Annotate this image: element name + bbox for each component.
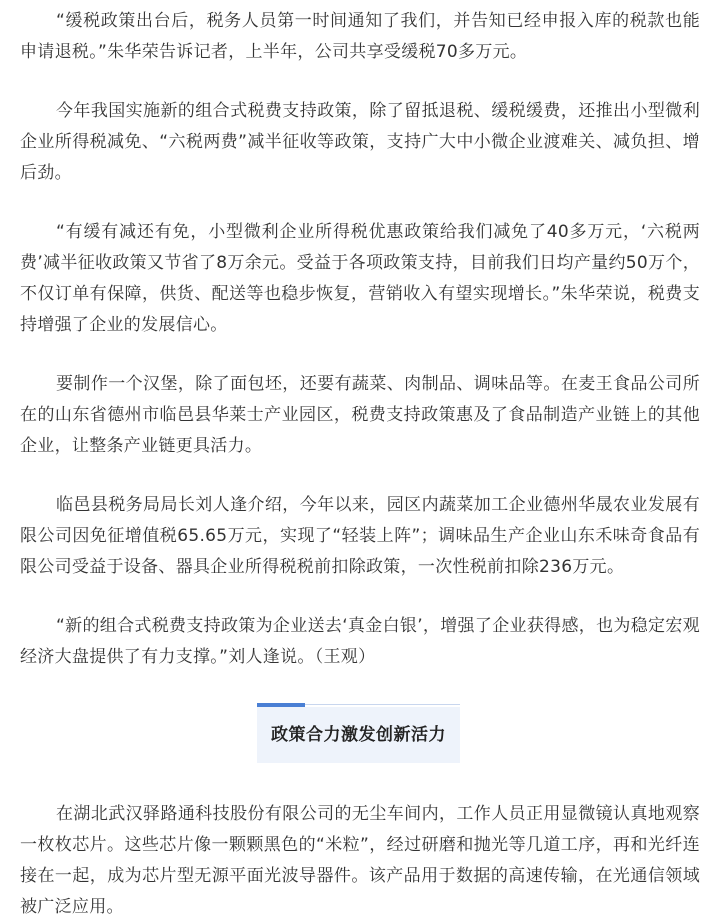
section-heading-rule — [305, 704, 460, 705]
article-body — [20, 6, 700, 923]
paragraph: 临邑县税务局局长刘人逢介绍，今年以来，园区内蔬菜加工企业德州华晟农业发展有限公司因免征增值税65.65万元，实现了“轻装上阵”；调味品生产企业山东禾味奇食品有限公司受益于设备、器具企业所得税税前扣除政策，一次性税前扣除236万元。 — [20, 495, 700, 577]
paragraph: “缓税政策出台后，税务人员第一时间通知了我们，并告知已经申报入库的税款也能申请退税。”朱华荣告诉记者，上半年，公司共享受缓税70多万元。 — [20, 11, 700, 62]
section-heading — [20, 703, 700, 767]
paragraph: “有缓有减还有免，小型微利企业所得税优惠政策给我们减免了40多万元，‘六税两费’减半征收政策又节省了8万余元。受益于各项政策支持，目前我们日均产量约50万个，不仅订单有保障，供货、配送等也稳步恢复，营销收入有望实现增长。”朱华荣说，税费支持增强了企业的发展信心。 — [20, 222, 700, 335]
paragraph: 要制作一个汉堡，除了面包坯，还要有蔬菜、肉制品、调味品等。在麦王食品公司所在的山东省德州市临邑县华莱士产业园区，税费支持政策惠及了食品制造产业链上的其他企业，让整条产业链更具活力。 — [20, 374, 700, 456]
paragraph: “新的组合式税费支持政策为企业送去‘真金白银’，增强了企业获得感，也为稳定宏观经济大盘提供了有力支撑。”刘人逢说。（王观） — [20, 616, 700, 667]
paragraph: 今年我国实施新的组合式税费支持政策，除了留抵退税、缓税缓费，还推出小型微利企业所得税减免、“六税两费”减半征收等政策，支持广大中小微企业渡难关、减负担、增后劲。 — [20, 101, 700, 183]
paragraph: 在湖北武汉驿路通科技股份有限公司的无尘车间内，工作人员正用显微镜认真地观察一枚枚芯片。这些芯片像一颗颗黑色的“米粒”，经过研磨和抛光等几道工序，再和光纤连接在一起，成为芯片型无源平面光波导器件。该产品用于数据的高速传输，在光通信领域被广泛应用。 — [20, 804, 700, 917]
section-heading-title: 政策合力激发创新活力 — [271, 725, 446, 745]
